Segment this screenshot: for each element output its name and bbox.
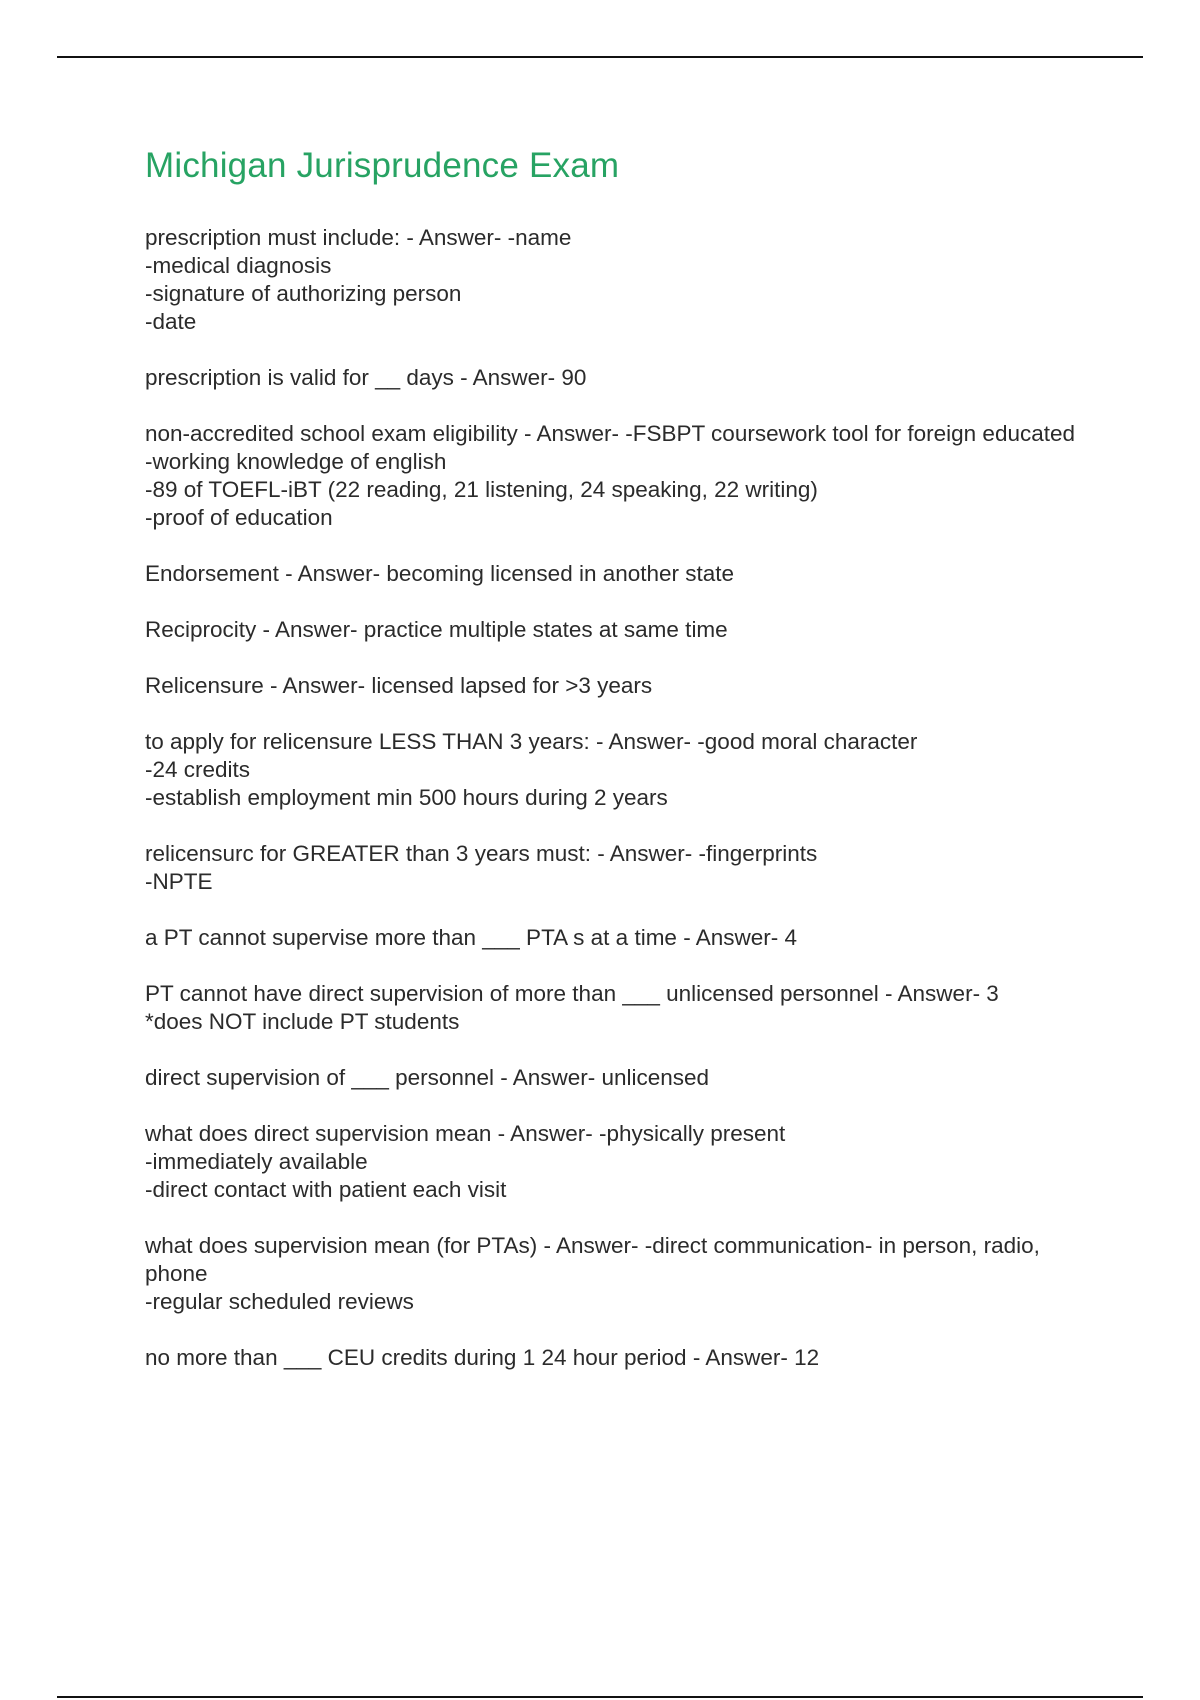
top-divider: [57, 56, 1143, 58]
qa-item-non-accredited-eligibility: non-accredited school exam eligibility - Answer- -FSBPT coursework tool for foreign educated -working knowledge of english -89 of TOEFL-iBT (22 reading, 21 listening, 24 speaking, 22 writing) -proof of education: [145, 421, 1076, 530]
qa-item-ceu-credit-limit: no more than ___ CEU credits during 1 24 hour period - Answer- 12: [145, 1345, 820, 1370]
qa-item-prescription-contents: prescription must include: - Answer- -name -medical diagnosis -signature of authorizing person -date: [145, 225, 572, 334]
document-body: [145, 140, 1075, 1400]
qa-item-relicensure: Relicensure - Answer- licensed lapsed for >3 years: [145, 673, 653, 698]
qa-item-pta-supervision-limit: a PT cannot supervise more than ___ PTA s at a time - Answer- 4: [145, 925, 797, 950]
qa-item-endorsement: Endorsement - Answer- becoming licensed in another state: [145, 561, 735, 586]
qa-item-supervision-meaning-ptas: what does supervision mean (for PTAs) - Answer- -direct communication- in person, radio, phone -regular scheduled reviews: [145, 1233, 1040, 1314]
qa-item-prescription-validity: prescription is valid for __ days - Answer- 90: [145, 365, 587, 390]
qa-item-unlicensed-supervision-limit: PT cannot have direct supervision of more than ___ unlicensed personnel - Answer- 3 *does NOT include PT students: [145, 981, 999, 1034]
qa-item-reciprocity: Reciprocity - Answer- practice multiple states at same time: [145, 617, 728, 642]
bottom-divider: [57, 1696, 1143, 1698]
qa-item-relicensure-greater-than-3: relicensurc for GREATER than 3 years must: - Answer- -fingerprints -NPTE: [145, 841, 818, 894]
qa-item-relicensure-less-than-3: to apply for relicensure LESS THAN 3 years: - Answer- -good moral character -24 credits -establish employment min 500 hours during 2 years: [145, 729, 918, 810]
document-title: Michigan Jurisprudence Exam: [145, 146, 620, 185]
qa-list: [145, 224, 1075, 1372]
qa-item-direct-supervision-personnel: direct supervision of ___ personnel - Answer- unlicensed: [145, 1065, 710, 1090]
qa-item-direct-supervision-meaning: what does direct supervision mean - Answer- -physically present -immediately available -direct contact with patient each visit: [145, 1121, 786, 1202]
